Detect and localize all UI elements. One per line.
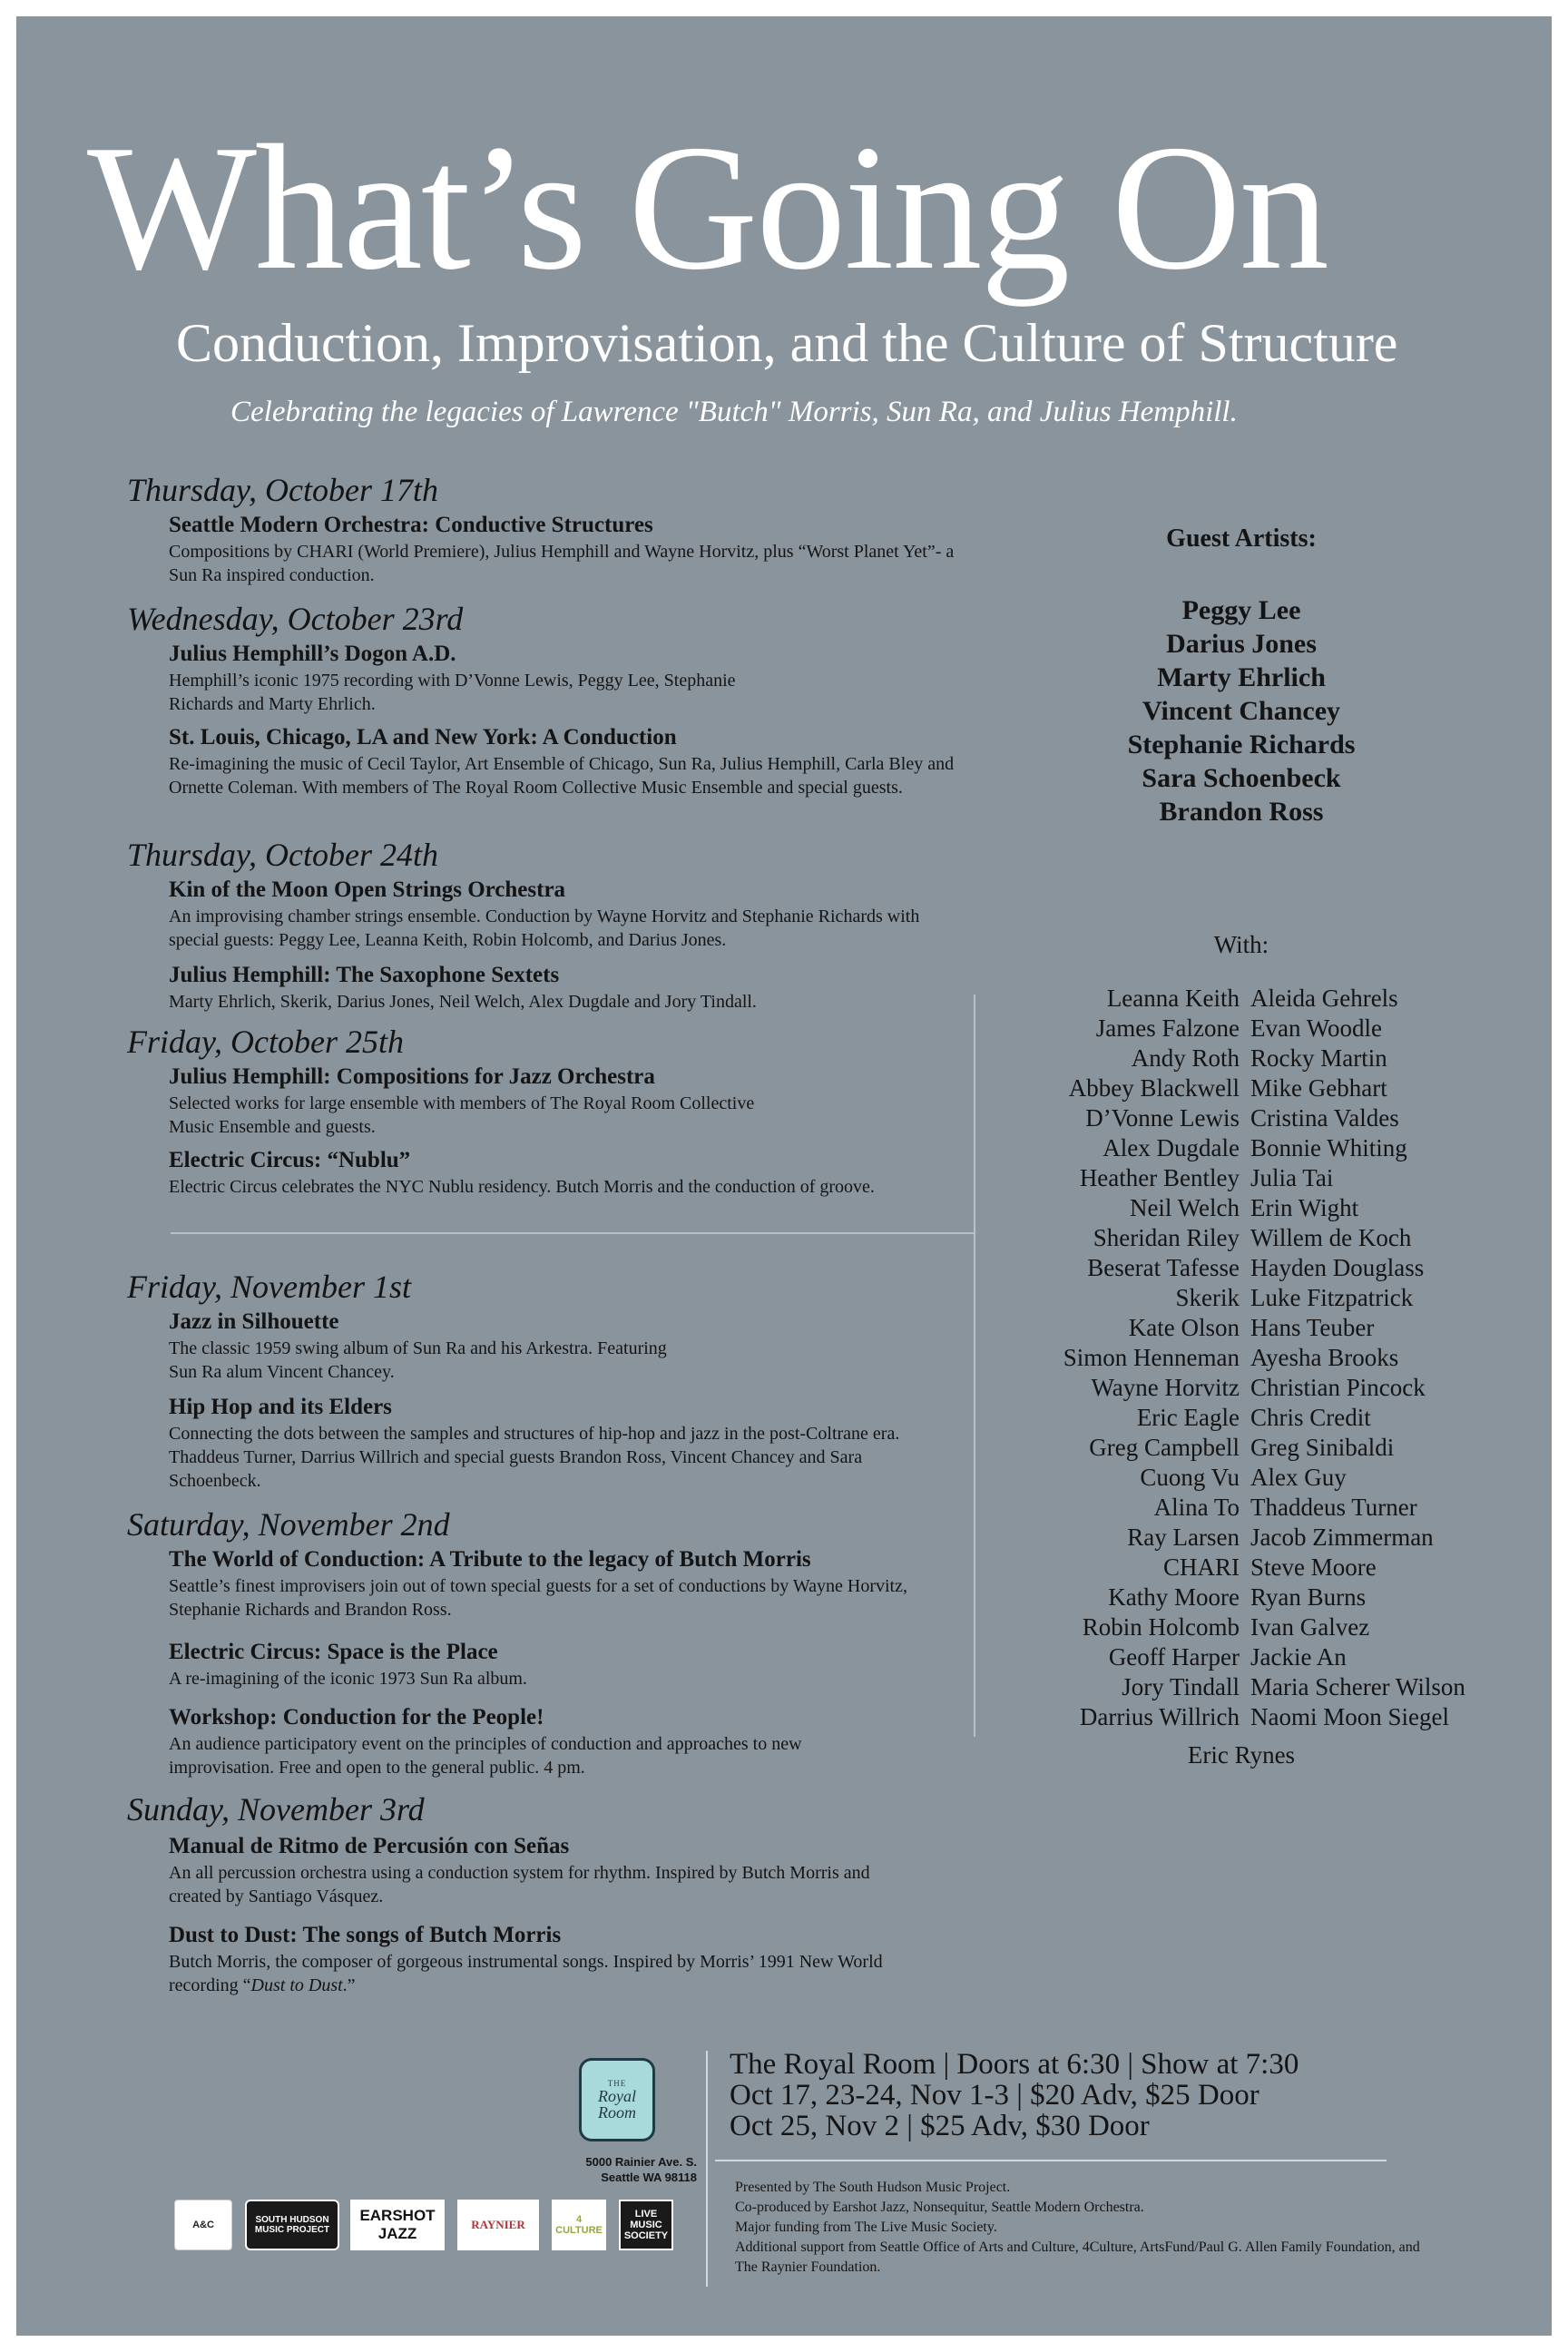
event-title: Workshop: Conduction for the People! xyxy=(169,1705,544,1730)
guest-artist: Sara Schoenbeck xyxy=(1142,763,1341,793)
musician: Abbey Blackwell xyxy=(1068,1074,1240,1102)
venue-info-line: Oct 17, 23-24, Nov 1-3 | $20 Adv, $25 Door xyxy=(730,2079,1259,2112)
poster-tagline: Celebrating the legacies of Lawrence "Butch" Morris, Sun Ra, and Julius Hemphill. xyxy=(230,396,1238,428)
musician: Ayesha Brooks xyxy=(1250,1344,1399,1371)
musician: Ray Larsen xyxy=(1127,1524,1240,1551)
musician: CHARI xyxy=(1162,1553,1240,1581)
event-description: Butch Morris, the composer of gorgeous instrumental songs. Inspired by Morris’ 1991 New World recording “Dust to Dust.” xyxy=(169,1952,883,1995)
event xyxy=(169,1639,958,1690)
event-description: An all percussion orchestra using a conduction system for rhythm. Inspired by Butch Morris and created by Santiago Vásquez. xyxy=(169,1863,870,1906)
event-title: The World of Conduction: A Tribute to the legacy of Butch Morris xyxy=(169,1547,811,1572)
credit-line: Additional support from Seattle Office of Arts and Culture, 4Culture, ArtsFund/Paul G. Allen Family Foundation, and The Raynier Foundation. xyxy=(735,2239,1420,2275)
musician: Erin Wight xyxy=(1250,1194,1359,1221)
musician: Greg Campbell xyxy=(1089,1434,1240,1461)
guest-artist: Marty Ehrlich xyxy=(1157,662,1326,692)
guest-artists-list xyxy=(1014,593,1468,828)
musician: Ivan Galvez xyxy=(1250,1613,1370,1641)
musician: Alex Dugdale xyxy=(1102,1134,1240,1161)
venue-address xyxy=(524,2154,697,2185)
day-heading: Thursday, October 17th xyxy=(127,472,439,508)
musician: Simon Henneman xyxy=(1063,1344,1240,1371)
address-line: Seattle WA 98118 xyxy=(601,2171,697,2184)
event-title: Hip Hop and its Elders xyxy=(169,1395,392,1419)
day-heading: Wednesday, October 23rd xyxy=(127,601,464,637)
musician: Jackie An xyxy=(1250,1643,1347,1671)
event xyxy=(169,724,958,799)
musician: Skerik xyxy=(1175,1284,1240,1311)
guest-artist: Stephanie Richards xyxy=(1127,730,1356,760)
event-title: Seattle Modern Orchestra: Conductive Structures xyxy=(169,513,653,537)
address-line: 5000 Rainier Ave. S. xyxy=(585,2155,697,2169)
event-description: A re-imagining of the iconic 1973 Sun Ra album. xyxy=(169,1669,527,1689)
event-title: Dust to Dust: The songs of Butch Morris xyxy=(169,1923,562,1947)
musician: James Falzone xyxy=(1095,1014,1240,1042)
raynier-foundation-logo: RAYNIER xyxy=(457,2200,539,2250)
logo-text: Room xyxy=(598,2103,636,2122)
venue-info-line: The Royal Room | Doors at 6:30 | Show at 7:30 xyxy=(730,2048,1299,2081)
day-heading: Saturday, November 2nd xyxy=(127,1506,450,1543)
event xyxy=(169,1147,958,1199)
musician: Hayden Douglass xyxy=(1250,1254,1425,1281)
musician: Andy Roth xyxy=(1131,1044,1240,1072)
event xyxy=(169,1833,958,1908)
credit-line: Presented by The South Hudson Music Project. xyxy=(735,2180,1011,2195)
event-title: Electric Circus: Space is the Place xyxy=(169,1640,498,1664)
event-description: The classic 1959 swing album of Sun Ra and his Arkestra. Featuring Sun Ra alum Vincent Chancey. xyxy=(169,1338,667,1382)
event xyxy=(169,877,958,952)
earshot-jazz-logo: EARSHOT JAZZ xyxy=(350,2200,445,2250)
musician: Alex Guy xyxy=(1250,1464,1347,1491)
event-title: Manual de Ritmo de Percusión con Señas xyxy=(169,1834,570,1858)
event xyxy=(169,641,958,716)
section-divider xyxy=(171,1232,975,1234)
musician: Beserat Tafesse xyxy=(1087,1254,1240,1281)
musician: Jacob Zimmerman xyxy=(1250,1524,1434,1551)
with-heading: With: xyxy=(1213,931,1269,958)
musician: Naomi Moon Siegel xyxy=(1250,1703,1449,1730)
4culture-logo: 4 CULTURE xyxy=(552,2200,606,2250)
musician: Hans Teuber xyxy=(1250,1314,1375,1341)
guest-artist: Brandon Ross xyxy=(1159,797,1324,827)
musician: Neil Welch xyxy=(1129,1194,1240,1221)
album-title: Dust to Dust xyxy=(250,1975,343,1995)
poster xyxy=(16,16,1552,2336)
event-title: Electric Circus: “Nublu” xyxy=(169,1148,411,1172)
musician: Greg Sinibaldi xyxy=(1250,1434,1395,1461)
event-title: Jazz in Silhouette xyxy=(169,1309,339,1334)
event xyxy=(169,1394,958,1493)
column-divider xyxy=(974,995,975,1737)
poster-subtitle: Conduction, Improvisation, and the Culture of Structure xyxy=(176,313,1398,373)
event xyxy=(169,1546,958,1622)
event-description: Hemphill’s iconic 1975 recording with D’Vonne Lewis, Peggy Lee, Stephanie Richards and Marty Ehrlich. xyxy=(169,671,736,714)
event-description: Marty Ehrlich, Skerik, Darius Jones, Neil Welch, Alex Dugdale and Jory Tindall. xyxy=(169,992,757,1012)
musician: Sheridan Riley xyxy=(1093,1224,1240,1251)
musician: Rocky Martin xyxy=(1250,1044,1387,1072)
musician: Heather Bentley xyxy=(1079,1164,1240,1191)
schedule xyxy=(16,16,960,2058)
musician: Geoff Harper xyxy=(1108,1643,1240,1671)
day-heading: Friday, November 1st xyxy=(127,1269,411,1305)
event-description: Electric Circus celebrates the NYC Nublu residency. Butch Morris and the conduction of groove. xyxy=(169,1177,875,1197)
event xyxy=(169,1308,958,1384)
info-divider-horizontal xyxy=(715,2160,1387,2161)
musician: Christian Pincock xyxy=(1250,1374,1426,1401)
event-title: Kin of the Moon Open Strings Orchestra xyxy=(169,877,566,902)
musician: Julia Tai xyxy=(1250,1164,1334,1191)
musician: Wayne Horvitz xyxy=(1091,1374,1240,1401)
day-heading: Friday, October 25th xyxy=(127,1024,404,1060)
musician: Steve Moore xyxy=(1250,1553,1377,1581)
musician: Ryan Burns xyxy=(1250,1583,1367,1611)
musician: Evan Woodle xyxy=(1250,1014,1383,1042)
musician: Bonnie Whiting xyxy=(1250,1134,1407,1161)
event-description: Seattle’s finest improvisers join out of town special guests for a set of conductions by Wayne Horvitz, Stephanie Richards and Brandon Ross. xyxy=(169,1576,907,1620)
event-description: An improvising chamber strings ensemble. Conduction by Wayne Horvitz and Stephanie Richards with special guests: Peggy Lee, Leanna Keith, Robin Holcomb, and Darius Jones. xyxy=(169,906,920,950)
musician: Leanna Keith xyxy=(1106,985,1240,1012)
event-description-end: .” xyxy=(342,1975,356,1995)
musician: D’Vonne Lewis xyxy=(1085,1104,1240,1132)
event-description: Selected works for large ensemble with members of The Royal Room Collective Music Ensemble and guests. xyxy=(169,1093,755,1137)
day-heading: Thursday, October 24th xyxy=(127,837,439,873)
event-title: St. Louis, Chicago, LA and New York: A Conduction xyxy=(169,725,677,750)
event-title: Julius Hemphill: Compositions for Jazz Orchestra xyxy=(169,1064,655,1089)
seattle-arts-culture-logo: A&C xyxy=(174,2200,232,2250)
musician: Thaddeus Turner xyxy=(1250,1494,1417,1521)
logo-text: THE xyxy=(607,2079,627,2088)
guest-artists-heading: Guest Artists: xyxy=(1166,524,1317,553)
musician: Luke Fitzpatrick xyxy=(1250,1284,1414,1311)
musician: Alina To xyxy=(1153,1494,1240,1521)
musician: Darrius Willrich xyxy=(1079,1703,1240,1730)
event-description-text: Butch Morris, the composer of gorgeous instrumental songs. Inspired by Morris’ 1991 New World recording xyxy=(169,1952,883,1995)
event-description: Compositions by CHARI (World Premiere), Julius Hemphill and Wayne Horvitz, plus “Worst Planet Yet”- a Sun Ra inspired conduction. xyxy=(169,542,955,585)
info-divider-vertical xyxy=(706,2051,708,2287)
musician: Eric Eagle xyxy=(1136,1404,1240,1431)
event-description: An audience participatory event on the principles of conduction and approaches to new improvisation. Free and open to the general public. 4 pm. xyxy=(169,1734,802,1778)
event-description: Connecting the dots between the samples and structures of hip-hop and jazz in the post-Coltrane era. Thaddeus Turner, Darrius Willrich and special guests Brandon Ross, Vincent Chancey and Sara Schoenbeck. xyxy=(169,1424,900,1491)
event-title: Julius Hemphill’s Dogon A.D. xyxy=(169,642,456,666)
event xyxy=(169,512,958,587)
credit-line: Major funding from The Live Music Society. xyxy=(735,2220,997,2235)
musician: Chris Credit xyxy=(1250,1404,1371,1431)
musician: Kate Olson xyxy=(1128,1314,1240,1341)
event-title: Julius Hemphill: The Saxophone Sextets xyxy=(169,963,560,987)
south-hudson-music-project-logo: SOUTH HUDSON MUSIC PROJECT xyxy=(245,2200,339,2250)
musician: Mike Gebhart xyxy=(1250,1074,1387,1102)
poster-title: What’s Going On xyxy=(87,108,1328,307)
venue-info xyxy=(730,2049,1298,2141)
musician: Maria Scherer Wilson xyxy=(1250,1673,1465,1700)
day-heading: Sunday, November 3rd xyxy=(127,1791,425,1828)
musician: Willem de Koch xyxy=(1250,1224,1412,1251)
musician: Robin Holcomb xyxy=(1082,1613,1240,1641)
musician: Kathy Moore xyxy=(1108,1583,1240,1611)
event-description: Re-imagining the music of Cecil Taylor, Art Ensemble of Chicago, Sun Ra, Julius Hemphill, Carla Bley and Ornette Coleman. With members of The Royal Room Collective Music Ensemble and special guests. xyxy=(169,754,955,798)
musician: Eric Rynes xyxy=(1187,1741,1296,1769)
guest-artist: Peggy Lee xyxy=(1181,595,1301,625)
royal-room-logo xyxy=(579,2058,655,2141)
guest-artist: Vincent Chancey xyxy=(1142,696,1341,726)
musician: Cuong Vu xyxy=(1140,1464,1240,1491)
guest-artist: Darius Jones xyxy=(1166,629,1317,659)
musicians-right-column xyxy=(1250,984,1541,1732)
event xyxy=(169,1063,958,1139)
venue-info-line: Oct 25, Nov 2 | $25 Adv, $30 Door xyxy=(730,2110,1150,2142)
musician: Aleida Gehrels xyxy=(1250,985,1398,1012)
credit-line: Co-produced by Earshot Jazz, Nonsequitur, Seattle Modern Orchestra. xyxy=(735,2200,1144,2215)
logo-text: Royal xyxy=(598,2087,636,2105)
credits xyxy=(735,2178,1425,2278)
musicians-left-column xyxy=(978,984,1240,1732)
event xyxy=(169,1704,958,1779)
live-music-society-logo: LIVE MUSIC SOCIETY xyxy=(619,2200,673,2250)
event xyxy=(169,1922,958,1997)
musician: Jory Tindall xyxy=(1122,1673,1240,1700)
musician: Cristina Valdes xyxy=(1250,1104,1399,1132)
event xyxy=(169,962,958,1014)
